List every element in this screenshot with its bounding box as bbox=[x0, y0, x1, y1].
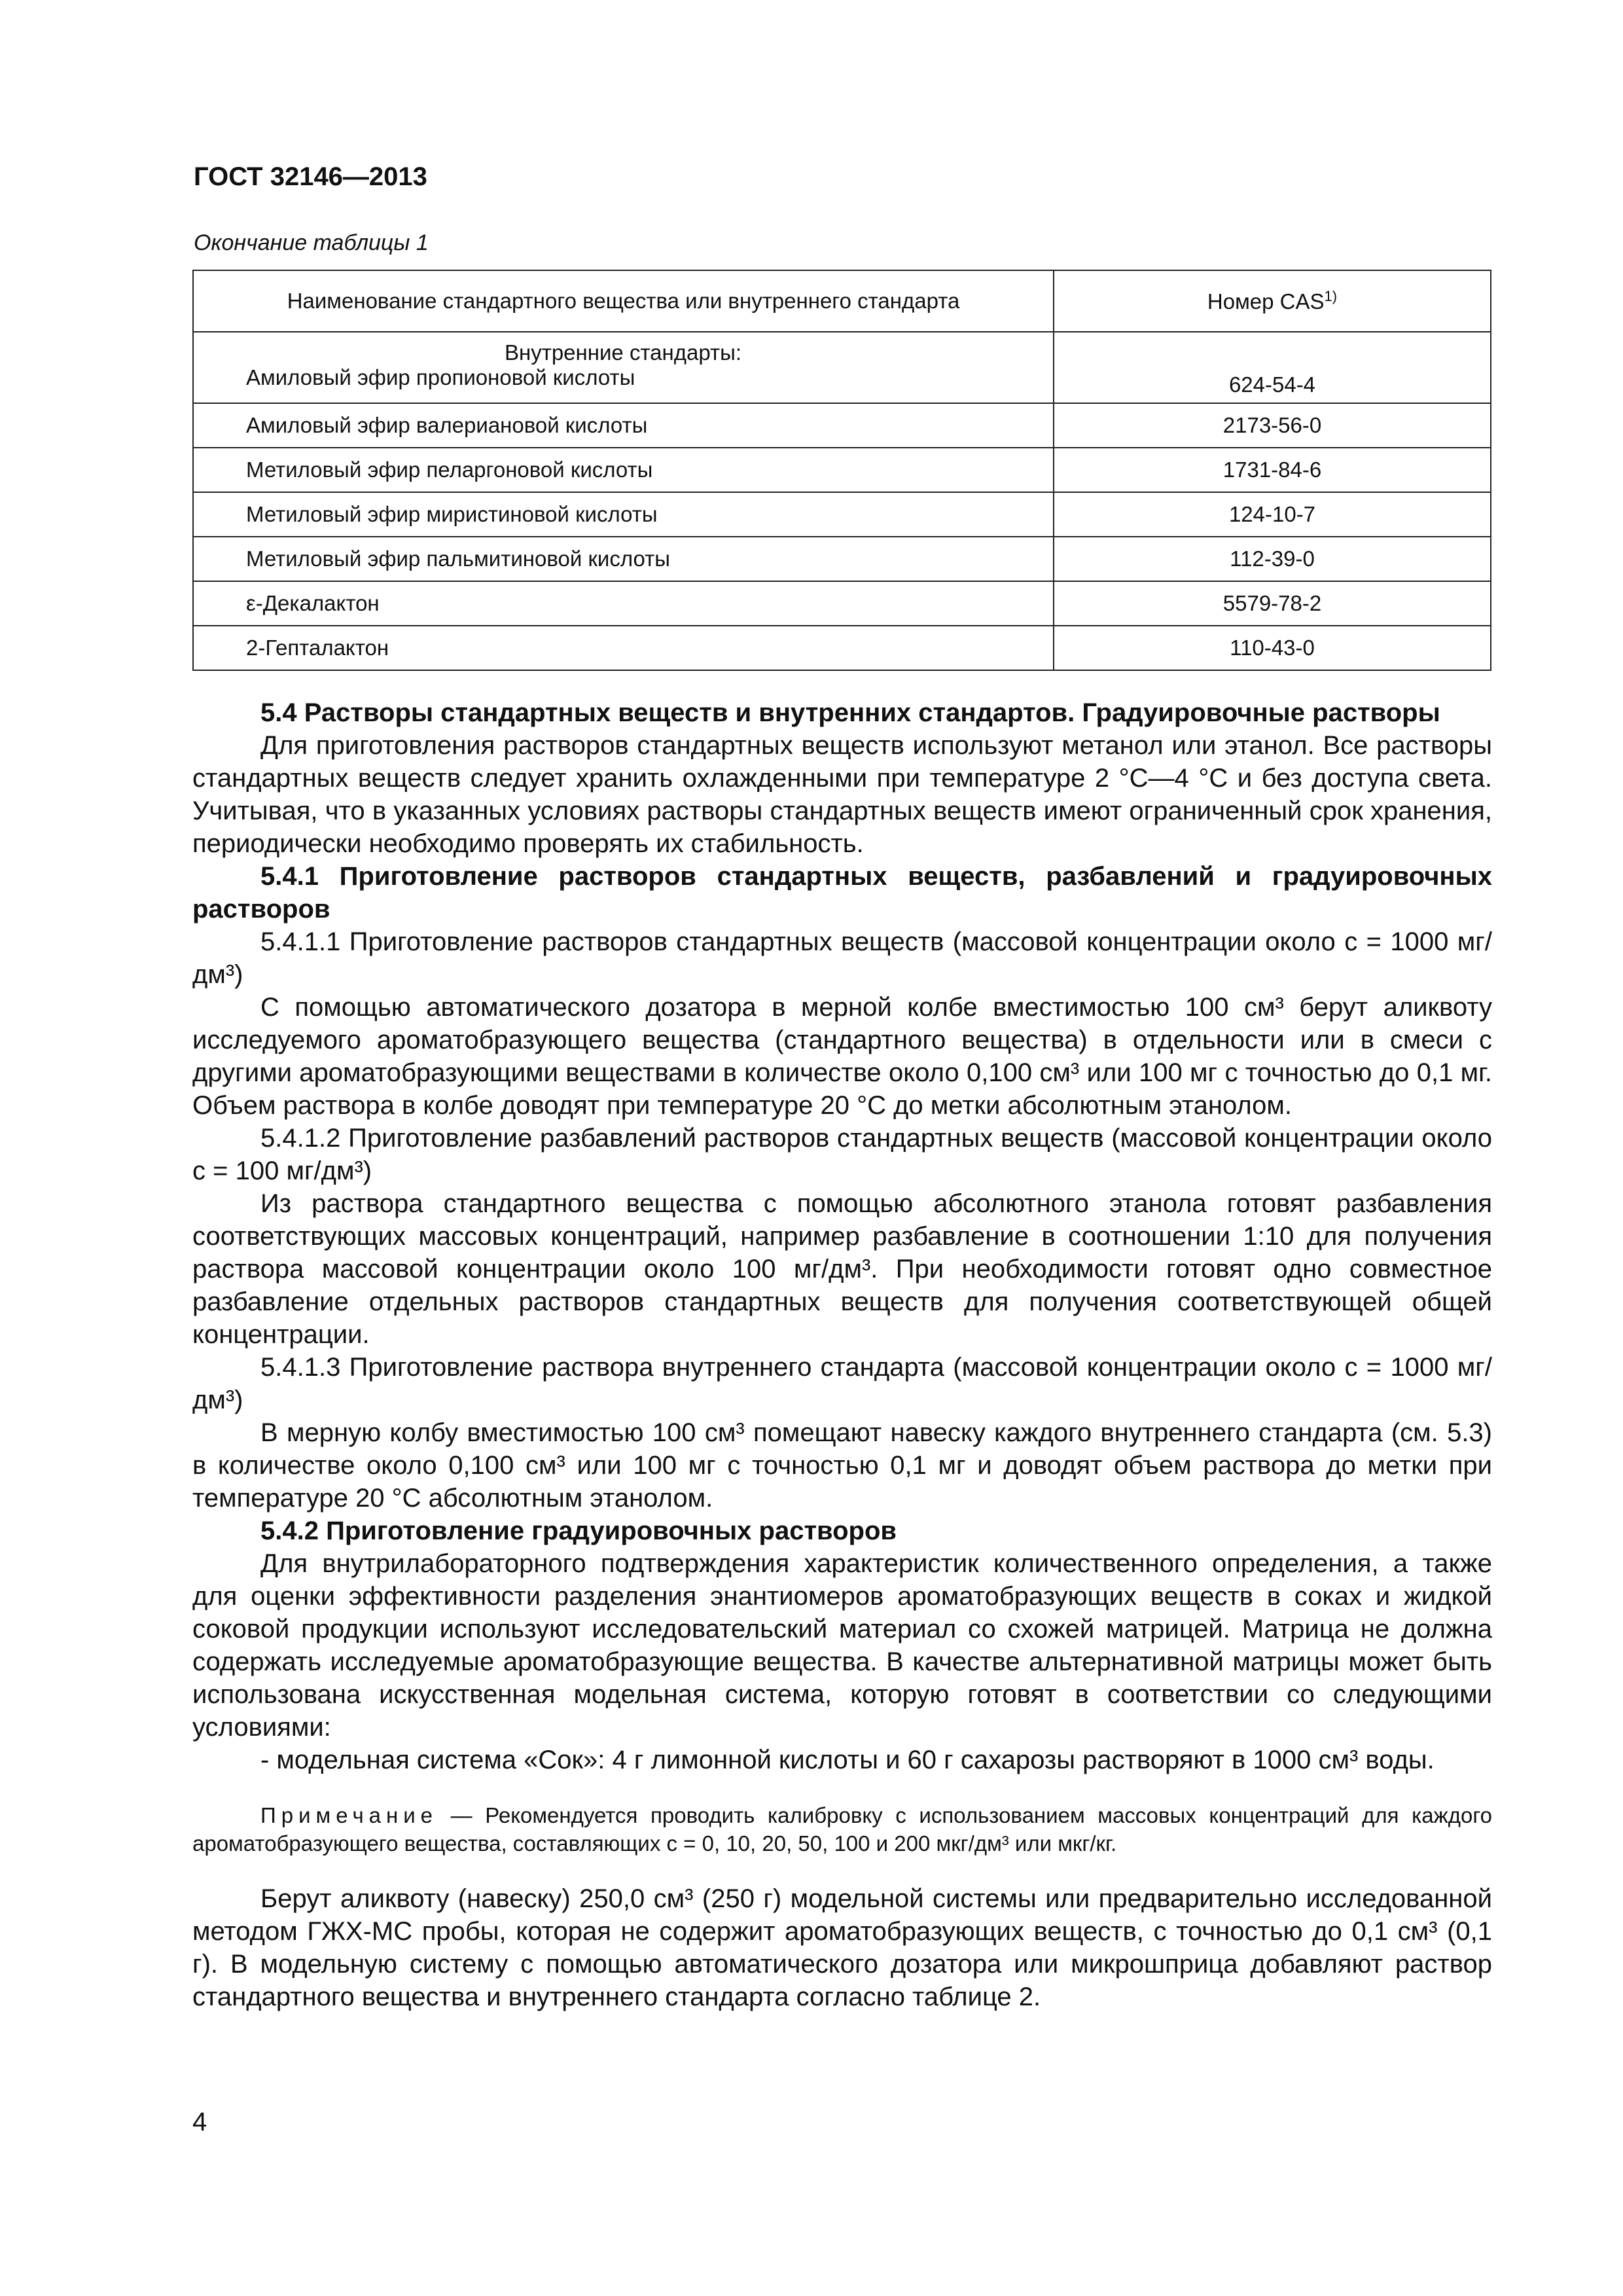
footnote-marker: 1) bbox=[1324, 288, 1338, 304]
section-5-4-1-1-heading: 5.4.1.1 Приготовление растворов стандартных веществ (массовой концентрации около с = 1000 мг/дм³) bbox=[192, 927, 1492, 989]
table-cell-name: Амиловый эфир пропионовой кислоты bbox=[246, 365, 635, 389]
cas-table bbox=[192, 270, 1491, 671]
column-header-cas-label: Номер CAS bbox=[1207, 289, 1325, 314]
section-5-4-1-3-paragraph: В мерную колбу вместимостью 100 см³ помещают навеску каждого внутреннего стандарта (см. 5.3) в количестве около 0,100 см³ или 100 мг с точностью 0,1 мг и доводят объем раствора до метки при температуре 20 °С абсолютным этанолом. bbox=[192, 1418, 1492, 1513]
page-number: 4 bbox=[192, 2108, 207, 2136]
table-cell-name: 2-Гепталактон bbox=[193, 626, 1054, 670]
table-cell-cas: 112-39-0 bbox=[1054, 537, 1491, 581]
note-text: — Рекомендуется проводить калибровку с использованием массовых концентраций для каждого ароматобразующего вещества, составляющих с = 0, 10, 20, 50, 100 и 200 мкг/дм³ или мкг/кг. bbox=[192, 1803, 1492, 1856]
table-cell-cas: 2173-56-0 bbox=[1054, 403, 1491, 448]
column-header-name-label: Наименование стандартного вещества или внутреннего стандарта bbox=[287, 289, 960, 313]
section-5-4-1-3-heading: 5.4.1.3 Приготовление раствора внутреннего стандарта (массовой концентрации около с = 1000 мг/дм³) bbox=[192, 1353, 1492, 1414]
section-5-4-1-title: 5.4.1 Приготовление растворов стандартных веществ, разбавлений и градуировочных растворов bbox=[192, 862, 1492, 924]
table-cell-cas: 1731-84-6 bbox=[1054, 448, 1491, 492]
table-row bbox=[193, 626, 1491, 670]
section-5-4-paragraph: Для приготовления растворов стандартных веществ используют метанол или этанол. Все растворы стандартных веществ следует хранить охлажденными при температуре 2 °С—4 °С и без доступа света. Учитывая, что в указанных условиях растворы стандартных веществ имеют ограниченный срок хранения, периодически необходимо проверять их стабильность. bbox=[192, 731, 1492, 858]
document-header: ГОСТ 32146—2013 bbox=[194, 162, 427, 191]
table-cell-name: Метиловый эфир миристиновой кислоты bbox=[193, 492, 1054, 537]
table-cell-name: ε-Декалактон bbox=[193, 581, 1054, 626]
section-5-4-1-2-paragraph: Из раствора стандартного вещества с помощью абсолютного этанола готовят разбавления соответствующих массовых концентраций, например разбавление в соотношении 1:10 для получения раствора массовой концентрации около 100 мг/дм³. При необходимости готовят одно совместное разбавление отдельных растворов стандартных веществ для получения соответствующей общей концентрации. bbox=[192, 1189, 1492, 1349]
column-header-name bbox=[193, 270, 1054, 332]
section-5-4-title: 5.4 Растворы стандартных веществ и внутренних стандартов. Градуировочные растворы bbox=[260, 698, 1440, 727]
section-5-4-2-title: 5.4.2 Приготовление градуировочных растворов bbox=[260, 1516, 897, 1545]
table-cell-cas: 624-54-4 bbox=[1054, 332, 1491, 403]
section-5-4-1-1-paragraph: С помощью автоматического дозатора в мерной колбе вместимостью 100 см³ берут аликвоту исследуемого ароматобразующего вещества (стандартного вещества) в отдельности или в смеси с другими ароматобразующими веществами в количестве около 0,100 см³ или 100 мг с точностью до 0,1 мг. Объем раствора в колбе доводят при температуре 20 °С до метки абсолютным этанолом. bbox=[192, 993, 1492, 1120]
note bbox=[192, 1801, 1492, 1857]
table-cell-name: Амиловый эфир валериановой кислоты bbox=[193, 403, 1054, 448]
table-row bbox=[193, 537, 1491, 581]
table-row bbox=[193, 581, 1491, 626]
table-group-label: Внутренние стандарты: bbox=[504, 340, 742, 365]
body-text bbox=[192, 696, 1492, 2013]
table-row bbox=[193, 492, 1491, 537]
table-cell-cas: 5579-78-2 bbox=[1054, 581, 1491, 626]
section-5-4-1-2-heading: 5.4.1.2 Приготовление разбавлений растворов стандартных веществ (массовой концентрации около с = 100 мг/дм³) bbox=[192, 1124, 1492, 1185]
section-5-4-2-paragraph: Для внутрилабораторного подтверждения характеристик количественного определения, а также для оценки эффективности разделения энантиомеров ароматобразующих веществ в соках и жидкой соковой продукции используют исследовательский материал со схожей матрицей. Матрица не должна содержать исследуемые ароматобразующие вещества. В качестве альтернативной матрицы может быть использована искусственная модельная система, которую готовят в соответствии со следующими условиями: bbox=[192, 1549, 1492, 1742]
section-5-4-2-paragraph-2: Берут аликвоту (навеску) 250,0 см³ (250 г) модельной системы или предварительно исследованной методом ГЖХ-МС пробы, которая не содержит ароматобразующих веществ, с точностью до 0,1 см³ (0,1 г). В модельную систему с помощью автоматического дозатора или микрошприца добавляют раствор стандартного вещества и внутреннего стандарта согласно таблице 2. bbox=[192, 1884, 1492, 2011]
table-cell-cas: 124-10-7 bbox=[1054, 492, 1491, 537]
note-label: Примечание bbox=[260, 1803, 438, 1827]
column-header-cas bbox=[1054, 270, 1491, 332]
table-row bbox=[193, 403, 1491, 448]
list-item: - модельная система «Сок»: 4 г лимонной кислоты и 60 г сахарозы растворяют в 1000 см³ воды. bbox=[260, 1746, 1435, 1774]
table-caption: Окончание таблицы 1 bbox=[194, 230, 429, 255]
table-row bbox=[193, 448, 1491, 492]
table-cell-cas: 110-43-0 bbox=[1054, 626, 1491, 670]
table-row bbox=[193, 332, 1491, 403]
table-cell-name: Метиловый эфир пеларгоновой кислоты bbox=[193, 448, 1054, 492]
table-cell-name: Метиловый эфир пальмитиновой кислоты bbox=[193, 537, 1054, 581]
